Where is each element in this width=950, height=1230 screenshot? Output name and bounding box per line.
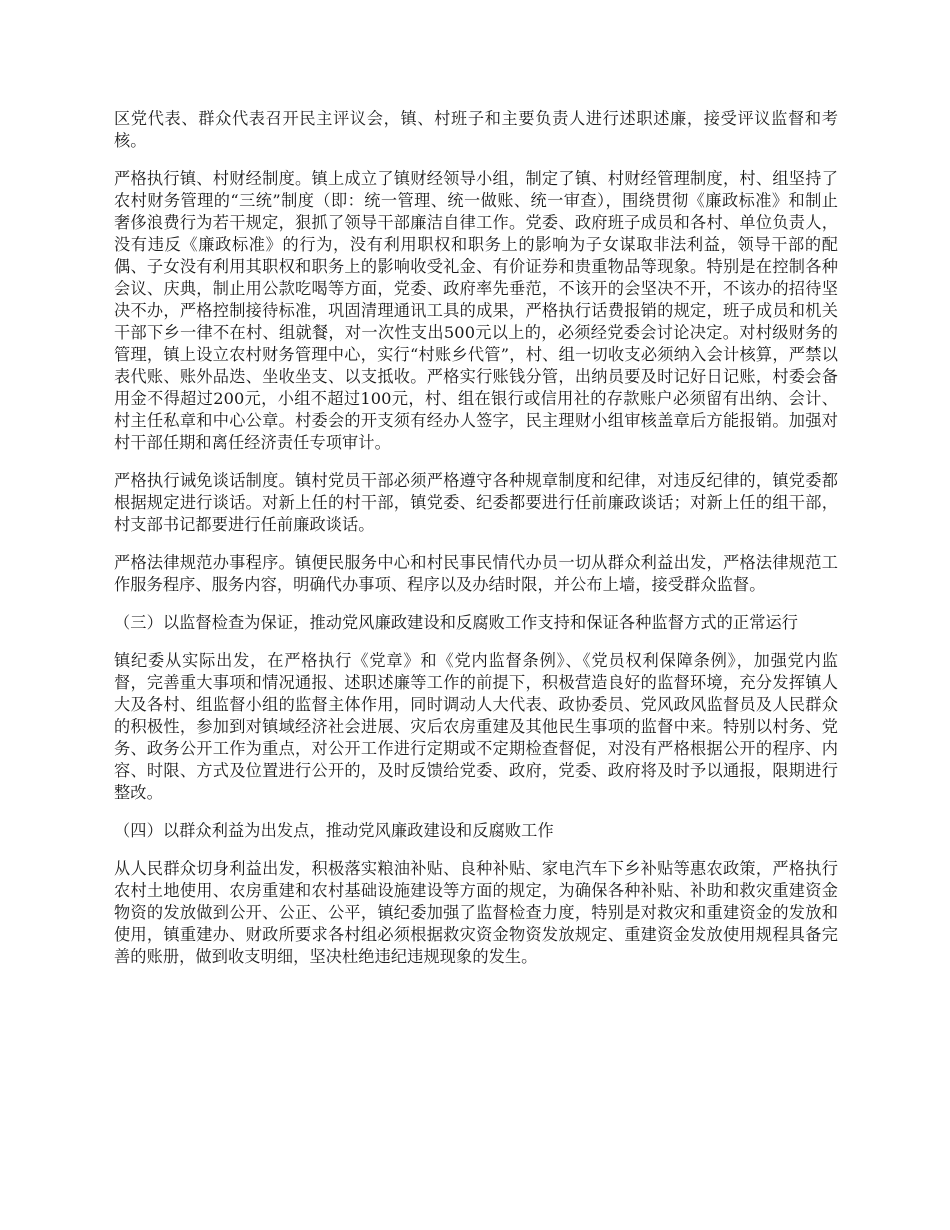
document-body	[114, 108, 838, 984]
paragraph-review-meeting: 区党代表、群众代表召开民主评议会，镇、村班子和主要负责人进行述职述廉，接受评议监督和考核。	[114, 109, 838, 150]
section-heading-3: （三）以监督检查为保证，推动党风廉政建设和反腐败工作支持和保证各种监督方式的正常运行	[114, 613, 799, 632]
paragraph-warning-talk: 严格执行诫免谈话制度。镇村党员干部必须严格遵守各种规章制度和纪律，对违反纪律的，镇党委都根据规定进行谈话。对新上任的村干部，镇党委、纪委都要进行任前廉政谈话；对新上任的组干部，村支部书记都要进行任前廉政谈话。	[114, 471, 838, 534]
paragraph-finance-system: 严格执行镇、村财经制度。镇上成立了镇财经领导小组，制定了镇、村财经管理制度，村、组坚持了农村财务管理的“三统”制度（即：统一管理、统一做账、统一审查），围绕贯彻《廉政标准》和制止奢侈浪费行为若干规定，狠抓了领导干部廉洁自律工作。党委、政府班子成员和各村、单位负责人，没有违反《廉政标准》的行为，没有利用职权和职务上的影响为子女谋取非法利益，领导干部的配偶、子女没有利用其职权和职务上的影响收受礼金、有价证券和贵重物品等现象。特别是在控制各种会议、庆典，制止用公款吃喝等方面，党委、政府率先垂范，不该开的会坚决不开，不该办的招待坚决不办，严格控制接待标准，巩固清理通讯工具的成果，严格执行话费报销的规定，班子成员和机关干部下乡一律不在村、组就餐，对一次性支出500元以上的，必须经党委会讨论决定。对村级财务的管理，镇上设立农村财务管理中心，实行“村账乡代管”，村、组一切收支必须纳入会计核算，严禁以表代账、账外品迭、坐收坐支、以支抵收。严格实行账钱分管，出纳员要及时记好日记账，村委会备用金不得超过200元，小组不超过100元，村、组在银行或信用社的存款账户必须留有出纳、会计、村主任私章和中心公章。村委会的开支须有经办人签字，民主理财小组审核盖章后方能报销。加强对村干部任期和离任经济责任专项审计。	[114, 169, 838, 452]
section-heading-4: （四）以群众利益为出发点，推动党风廉政建设和反腐败工作	[114, 821, 554, 840]
paragraph-public-interest: 从人民群众切身利益出发，积极落实粮油补贴、良种补贴、家电汽车下乡补贴等惠农政策，严格执行农村土地使用、农房重建和农村基础设施建设等方面的规定，为确保各种补贴、补助和救灾重建资金物资的发放做到公开、公正、公平，镇纪委加强了监督检查力度，特别是对救灾和重建资金的发放和使用，镇重建办、财政所要求各村组必须根据救灾资金物资发放规定、重建资金发放使用规程具备完善的账册，做到收支明细，坚决杜绝违纪违规现象的发生。	[114, 859, 838, 966]
paragraph-service-procedure: 严格法律规范办事程序。镇便民服务中心和村民事民情代办员一切从群众利益出发，严格法律规范工作服务程序、服务内容，明确代办事项、程序以及办结时限，并公布上墙，接受群众监督。	[114, 553, 838, 594]
paragraph-supervision: 镇纪委从实际出发，在严格执行《党章》和《党内监督条例》、《党员权利保障条例》，加强党内监督，完善重大事项和情况通报、述职述廉等工作的前提下，积极营造良好的监督环境，充分发挥镇人大及各村、组监督小组的监督主体作用，同时调动人大代表、政协委员、党风政风监督员及人民群众的积极性，参加到对镇域经济社会进展、灾后农房重建及其他民生事项的监督中来。特别以村务、党务、政务公开工作为重点，对公开工作进行定期或不定期检查督促，对没有严格根据公开的程序、内容、时限、方式及位置进行公开的，及时反馈给党委、政府，党委、政府将及时予以通报，限期进行整改。	[114, 651, 838, 802]
